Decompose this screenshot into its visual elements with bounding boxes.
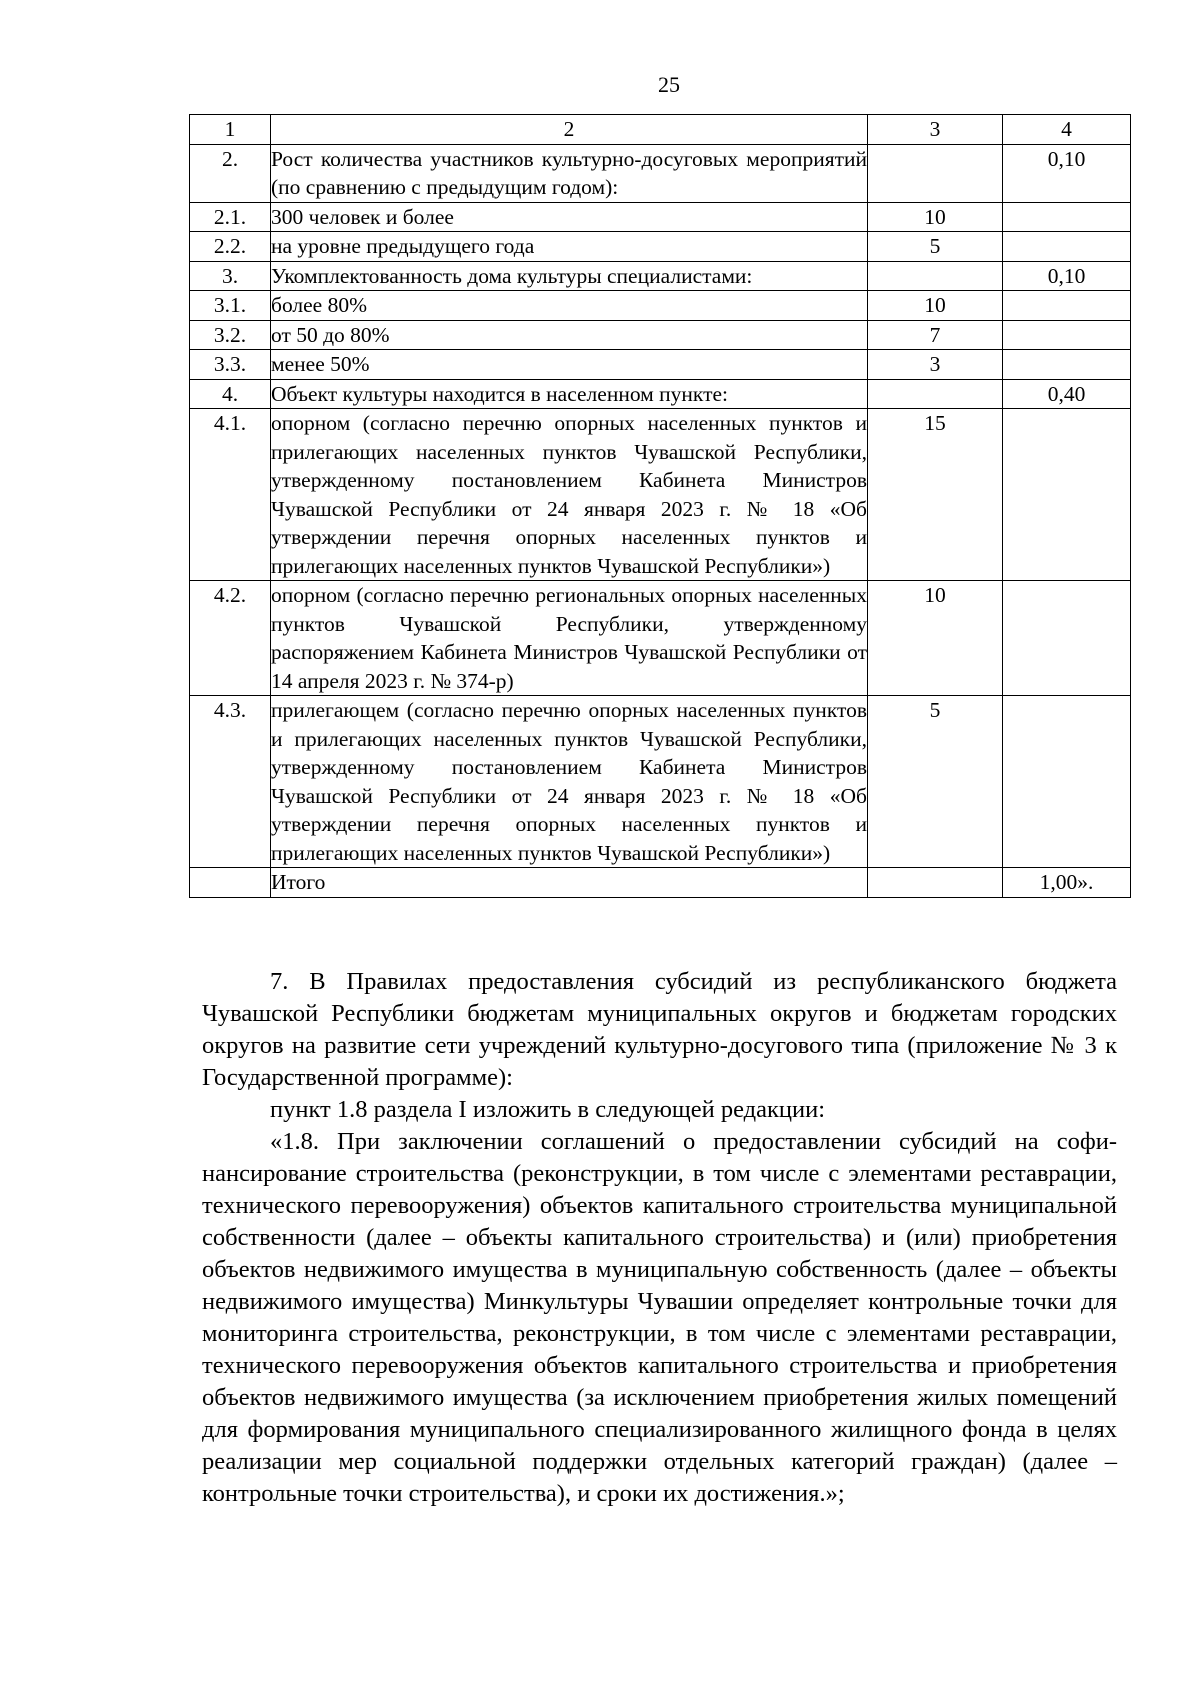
row-number: [190, 868, 271, 898]
row-score: 10: [868, 202, 1003, 232]
row-number: 3.3.: [190, 350, 271, 380]
row-number: 3.2.: [190, 320, 271, 350]
row-number: 3.1.: [190, 291, 271, 321]
row-criterion: Рост количества участников культурно-досуговых мероприятий (по сравнению с предыдущим годом):: [271, 144, 868, 202]
row-weight: [1003, 696, 1131, 868]
row-score: 5: [868, 696, 1003, 868]
row-number: 2.2.: [190, 232, 271, 262]
table-row: [190, 320, 1131, 350]
row-score: [868, 144, 1003, 202]
row-score: 3: [868, 350, 1003, 380]
row-weight: 0,10: [1003, 261, 1131, 291]
table-row: [190, 232, 1131, 262]
row-weight: 0,10: [1003, 144, 1131, 202]
row-criterion: на уровне предыдущего года: [271, 232, 868, 262]
paragraph-amendment-7: 7. В Правилах предоставления субсидий из республиканского бюджета Чувашской Республики бюджетам муниципальных округов и бюджетам городских округов на развитие сети учреждений культурно-досугового типа (приложение № 3 к Государственной программе):: [202, 968, 1117, 1091]
row-criterion: прилегающем (согласно перечню опорных населенных пунктов и прилегающих населенных пунктов Чувашской Республики, утвержденному постановлением Кабинета Министров Чувашской Республики от 24 января 2023 г. № 18 «Об утверждении перечня опорных населенных пунктов и прилегающих населенных пунктов Чувашской Республики»): [271, 696, 868, 868]
page-number: 25: [658, 72, 680, 97]
paragraph-instruction: пункт 1.8 раздела I изложить в следующей редакции:: [270, 1096, 826, 1123]
header-cell-4: 4: [1003, 115, 1131, 145]
row-criterion: менее 50%: [271, 350, 868, 380]
row-weight: [1003, 232, 1131, 262]
row-weight: [1003, 202, 1131, 232]
row-score: 10: [868, 291, 1003, 321]
table-row: [190, 144, 1131, 202]
table-row: [190, 202, 1131, 232]
row-score: 10: [868, 581, 1003, 696]
row-score: [868, 261, 1003, 291]
table-header-row: [190, 115, 1131, 145]
table-row: [190, 291, 1131, 321]
table-row: [190, 696, 1131, 868]
row-score: 5: [868, 232, 1003, 262]
row-weight: [1003, 291, 1131, 321]
row-weight: [1003, 581, 1131, 696]
table-row: [190, 581, 1131, 696]
table-row: [190, 261, 1131, 291]
row-criterion: Укомплектованность дома культуры специалистами:: [271, 261, 868, 291]
row-criterion: Объект культуры находится в населенном пункте:: [271, 379, 868, 409]
total-weight: 1,00».: [1003, 868, 1131, 898]
row-score: [868, 868, 1003, 898]
body-text: [202, 966, 1117, 1510]
row-score: 7: [868, 320, 1003, 350]
row-criterion: 300 человек и более: [271, 202, 868, 232]
row-criterion: опорном (согласно перечню опорных населенных пунктов и прилегающих населенных пунктов Чувашской Республики, утвержденному постановлением Кабинета Министров Чувашской Республики от 24 января 2023 г. № 18 «Об утверждении перечня опорных населенных пунктов и прилегающих населенных пунктов Чувашской Республики»): [271, 409, 868, 581]
row-weight: [1003, 350, 1131, 380]
row-number: 4.1.: [190, 409, 271, 581]
row-criterion: более 80%: [271, 291, 868, 321]
total-label: Итого: [271, 868, 868, 898]
table-row: [190, 409, 1131, 581]
table-total-row: [190, 868, 1131, 898]
row-number: 4.2.: [190, 581, 271, 696]
table-row: [190, 350, 1131, 380]
row-number: 2.: [190, 144, 271, 202]
row-number: 2.1.: [190, 202, 271, 232]
row-weight: [1003, 409, 1131, 581]
criteria-table: [189, 114, 1131, 898]
row-score: 15: [868, 409, 1003, 581]
row-score: [868, 379, 1003, 409]
row-criterion: от 50 до 80%: [271, 320, 868, 350]
header-cell-1: 1: [190, 115, 271, 145]
paragraph-point-1-8: «1.8. При заключении соглашений о предоставлении субсидий на софинансирование строительства (реконструкции, в том числе с элементами реставрации, технического перевооружения) объектов капитального строительства муниципальной собственности (далее – объекты капитального строительства) и (или) приобретения объектов недвижимого имущества в муниципальную собственность (далее – объекты недвижимого имущества) Минкультуры Чувашии определяет контрольные точки для мониторинга строительства, реконструкции, в том числе с элементами реставрации, технического перевооружения объектов капитального строительства и приобретения объектов недвижимого имущества (за исключением приобретения жилых помещений для формирования муниципального специализированного жилищного фонда в целях реализации мер социальной поддержки отдельных категорий граждан) (далее – контрольные точки строительства), и сроки их достижения.»;: [202, 1128, 1117, 1507]
table-row: [190, 379, 1131, 409]
row-weight: [1003, 320, 1131, 350]
row-number: 4.3.: [190, 696, 271, 868]
header-cell-3: 3: [868, 115, 1003, 145]
row-criterion: опорном (согласно перечню региональных опорных населенных пунктов Чувашской Республики, утвержденному распоряжением Кабинета Министров Чувашской Республики от 14 апреля 2023 г. № 374-р): [271, 581, 868, 696]
row-number: 4.: [190, 379, 271, 409]
header-cell-2: 2: [271, 115, 868, 145]
row-number: 3.: [190, 261, 271, 291]
row-weight: 0,40: [1003, 379, 1131, 409]
